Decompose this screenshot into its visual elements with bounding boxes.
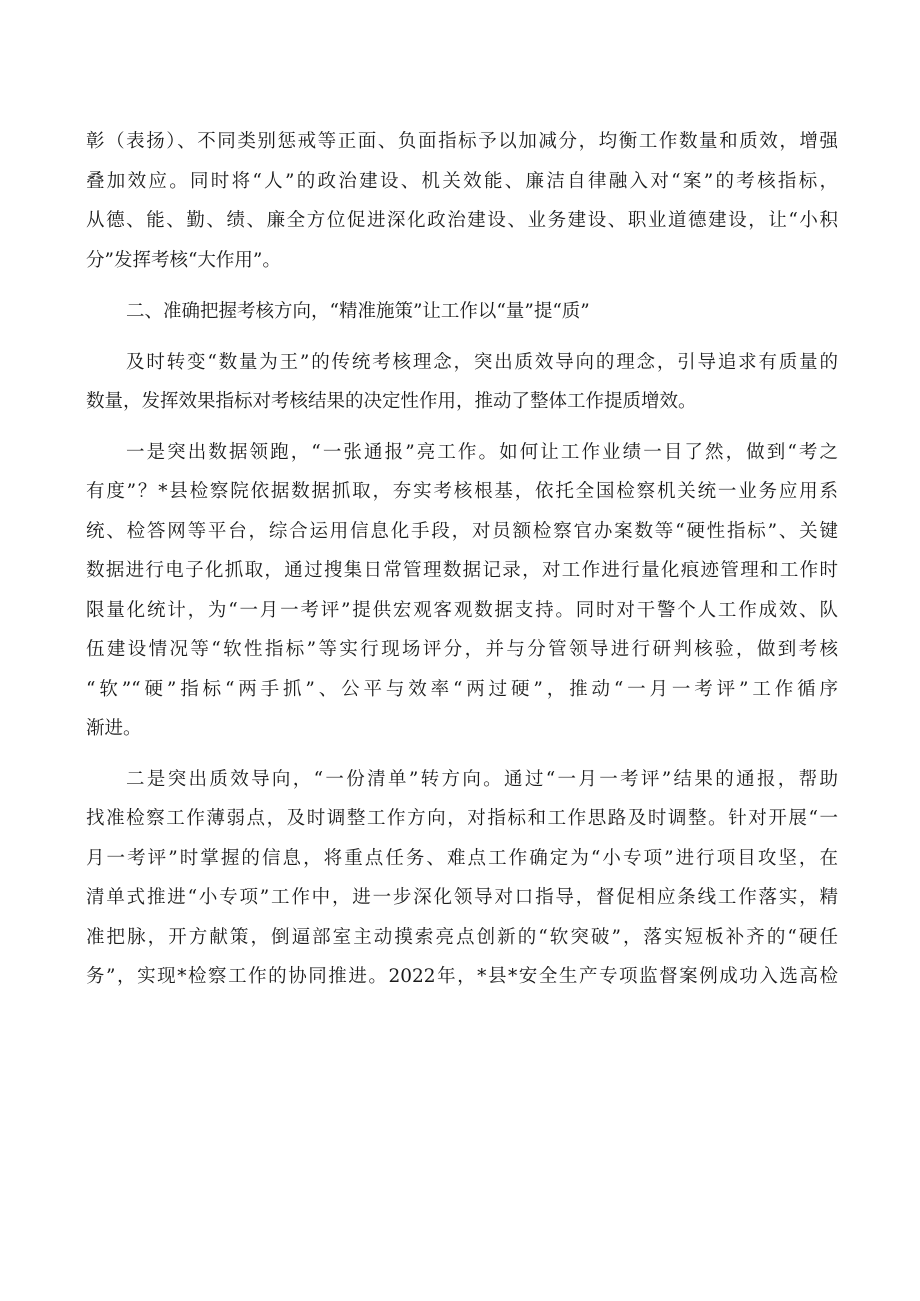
text-line: 月一考评”时掌握的信息，将重点任务、难点工作确定为“小专项”进行项目攻坚，在: [86, 847, 838, 869]
section-heading: [86, 292, 838, 332]
text-line: 二是突出质效导向，“一份清单”转方向。通过“一月一考评”结果的通报，帮助: [126, 768, 838, 790]
text-line: 渐进。: [86, 718, 142, 739]
paragraph-1: [86, 122, 838, 280]
text-line: 分”发挥考核“大作用”。: [86, 249, 281, 271]
text-line: “软”“硬”指标“两手抓”、公平与效率“两过硬”，推动“一月一考评”工作循序: [86, 678, 838, 700]
text-line: 一是突出数据领跑，“一张通报”亮工作。如何让工作业绩一目了然，做到“考之: [126, 441, 838, 463]
text-line: 统、检答网等平台，综合运用信息化手段，对员额检察官办案数等“硬性指标”、关键: [86, 520, 838, 542]
document-page: [86, 122, 838, 997]
paragraph-4: [86, 760, 838, 997]
text-line: 彰（表扬）、不同类别惩戒等正面、负面指标予以加减分，均衡工作数量和质效，增强: [86, 131, 838, 152]
text-line: 伍建设情况等“软性指标”等实行现场评分，并与分管领导进行研判核验，做到考核: [86, 639, 838, 660]
text-line: 叠加效应。同时将“人”的政治建设、机关效能、廉洁自律融入对“案”的考核指标，: [86, 170, 838, 192]
text-line: 及时转变“数量为王”的传统考核理念，突出质效导向的理念，引导追求有质量的: [126, 351, 838, 373]
paragraph-3: [86, 433, 838, 749]
text-line: 限量化统计，为“一月一考评”提供宏观客观数据支持。同时对干警个人工作成效、队: [86, 599, 838, 621]
text-line: 有度”？*县检察院依据数据抓取，夯实考核根基，依托全国检察机关统一业务应用系: [86, 481, 838, 502]
text-line: 准把脉，开方献策，倒逼部室主动摸索亮点创新的“软突破”，落实短板补齐的“硬任: [86, 926, 838, 948]
paragraph-2: [86, 343, 838, 422]
text-line: 找准检察工作薄弱点，及时调整工作方向，对指标和工作思路及时调整。针对开展“一: [86, 808, 838, 829]
text-line: 务”，实现*检察工作的协同推进。2022年，*县*安全生产专项监督案例成功入选高检: [86, 966, 838, 987]
text-line: 清单式推进“小专项”工作中，进一步深化领导对口指导，督促相应条线工作落实，精: [86, 887, 838, 908]
text-line: 数量，发挥效果指标对考核结果的决定性作用，推动了整体工作提质增效。: [86, 391, 697, 412]
text-line: 从德、能、勤、绩、廉全方位促进深化政治建设、业务建设、职业道德建设，让“小积: [86, 210, 838, 231]
heading-text: 二、准确把握考核方向，“精准施策”让工作以“量”提“质”: [126, 301, 590, 322]
text-line: 数据进行电子化抓取，通过搜集日常管理数据记录，对工作进行量化痕迹管理和工作时: [86, 560, 838, 581]
